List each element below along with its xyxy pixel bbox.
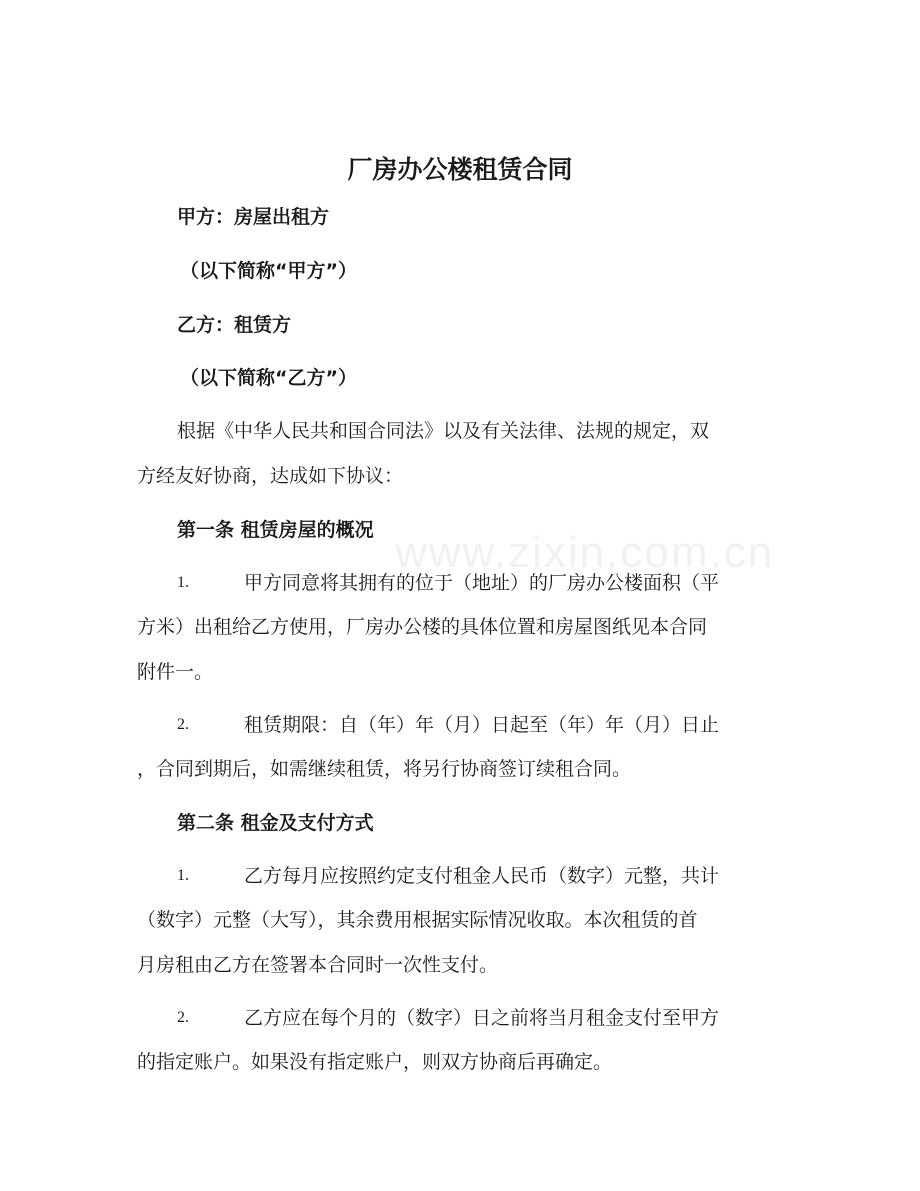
watermark: www.zixin.com.cn [395, 528, 775, 577]
party-a-label: 甲方：房屋出租方 [177, 206, 330, 228]
article-2-item-2-line-2: 的指定账户。如果没有指定账户，则双方协商后再确定。 [137, 1051, 613, 1073]
article-1-item-1-line-3: 附件一。 [137, 661, 214, 683]
article-2-item-1-line-1: 乙方每月应按照约定支付租金人民币（数字）元整，共计 [244, 865, 720, 887]
article-1-item-1-number: 1. [177, 574, 189, 591]
article-1-item-2-line-2: ，合同到期后，如需继续租赁，将另行协商签订续租合同。 [137, 758, 632, 780]
party-a-alias: （以下简称“甲方”） [180, 260, 357, 282]
article-2-item-1-line-3: 月房租由乙方在签署本合同时一次性支付。 [137, 954, 499, 976]
article-2-item-1-line-2: （数字）元整（大写），其余费用根据实际情况收取。本次租赁的首 [137, 909, 698, 931]
intro-line-2: 方经友好协商，达成如下协议： [137, 465, 404, 487]
party-b-alias: （以下简称“乙方”） [180, 367, 357, 389]
article-1-item-2-line-1: 租赁期限：自（年）年（月）日起至（年）年（月）日止 [244, 714, 720, 736]
article-2-item-2-number: 2. [177, 1009, 189, 1026]
article-1-item-1-line-2: 方米）出租给乙方使用，厂房办公楼的具体位置和房屋图纸见本合同 [137, 616, 708, 638]
intro-line-1: 根据《中华人民共和国合同法》以及有关法律、法规的规定，双 [177, 420, 710, 442]
article-1-item-2-number: 2. [177, 716, 189, 733]
party-b-label: 乙方：租赁方 [177, 314, 292, 336]
article-1-item-1-line-1: 甲方同意将其拥有的位于（地址）的厂房办公楼面积（平 [244, 572, 720, 594]
article-2-heading: 第二条 租金及支付方式 [177, 812, 374, 834]
article-2-item-1-number: 1. [177, 867, 189, 884]
article-2-item-2-line-1: 乙方应在每个月的（数字）日之前将当月租金支付至甲方 [244, 1007, 720, 1029]
article-1-heading: 第一条 租赁房屋的概况 [177, 519, 374, 541]
document-title: 厂房办公楼租赁合同 [347, 155, 573, 184]
